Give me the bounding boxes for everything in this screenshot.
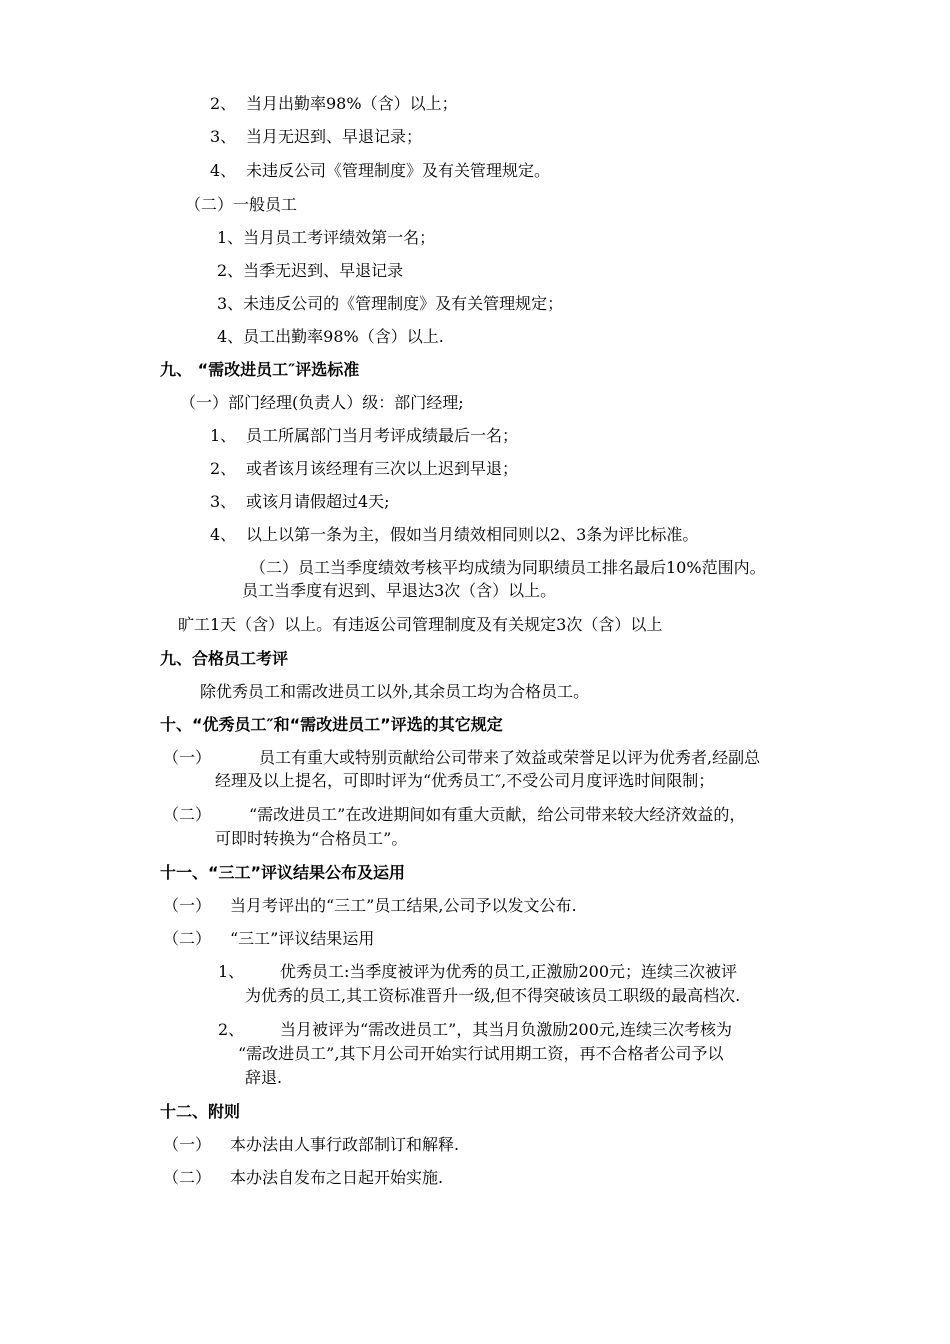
list-item <box>163 804 745 826</box>
list-item <box>210 425 518 447</box>
list-item <box>210 160 550 182</box>
item-text: “三工”评议结果运用 <box>230 929 375 948</box>
list-item <box>163 895 577 917</box>
item-text: 当月出勤率98%（含）以上； <box>246 94 458 113</box>
list-item <box>218 961 737 983</box>
list-item <box>163 1167 443 1189</box>
paragraph-line: 辞退. <box>245 1068 283 1087</box>
list-item: 2、当季无迟到、早退记录 <box>217 261 404 280</box>
list-item <box>163 747 760 769</box>
item-text: 未违反公司《管理制度》及有关管理规定。 <box>246 161 551 180</box>
section-heading: 十、“优秀员工″和“需改进员工”评选的其它规定 <box>160 715 503 734</box>
item-number: 1、 <box>210 426 237 445</box>
item-number: （一） <box>163 748 212 767</box>
item-text: 或该月请假超过4天; <box>246 492 390 511</box>
item-number: 2、 <box>210 94 237 113</box>
paragraph-line: “需改进员工”,其下月公司开始实行试用期工资，再不合格者公司予以 <box>238 1044 724 1063</box>
paragraph-line: 可即时转换为“合格员工”。 <box>215 829 408 848</box>
list-item <box>210 93 458 115</box>
item-text: 本办法自发布之日起开始实施. <box>230 1168 444 1187</box>
item-number: （二） <box>163 1168 212 1187</box>
item-number: 4、 <box>210 525 237 544</box>
item-number: （二） <box>163 929 212 948</box>
item-text: 员工所属部门当月考评成绩最后一名； <box>246 426 519 445</box>
section-heading: 九、 “需改进员工″评选标准 <box>160 360 360 379</box>
list-item <box>163 1134 459 1156</box>
item-text: 或者该月该经理有三次以上迟到早退； <box>246 459 519 478</box>
item-text: 当月无迟到、早退记录； <box>246 127 423 146</box>
item-number: 3、 <box>210 492 237 511</box>
item-text: 当月考评出的“三工”员工结果,公司予以发文公布. <box>230 896 577 915</box>
paragraph-line: 员工当季度有迟到、早退达3次（含）以上。 <box>242 581 557 600</box>
item-number: （二） <box>163 805 212 824</box>
section-heading: 十二、附则 <box>160 1102 241 1121</box>
paragraph-line: 经理及以上提名，可即时评为“优秀员工″,不受公司月度评选时间限制； <box>215 771 715 790</box>
paragraph-line: （二）员工当季度绩效考核平均成绩为同职绩员工排名最后10%范围内。 <box>250 558 766 577</box>
list-item: 3、未违反公司的《管理制度》及有关管理规定； <box>217 294 564 313</box>
subsection-heading: （二）一般员工 <box>185 195 298 214</box>
paragraph-line: 除优秀员工和需改进员工以外,其余员工均为合格员工。 <box>200 682 590 701</box>
item-number: 4、 <box>210 161 237 180</box>
item-text: 本办法由人事行政部制订和解释. <box>230 1135 460 1154</box>
list-item <box>210 458 518 480</box>
item-number: 1、 <box>218 962 245 981</box>
section-heading: 十一、“三工”评议结果公布及运用 <box>160 863 406 882</box>
list-item <box>163 928 374 950</box>
item-number: 2、 <box>210 459 237 478</box>
item-text: 员工有重大或特别贡献给公司带来了效益或荣誉足以评为优秀者,经副总 <box>259 748 761 767</box>
list-item <box>218 1019 732 1041</box>
section-heading: 九、合格员工考评 <box>160 649 289 668</box>
item-text: 当月被评为“需改进员工”，其当月负激励200元,连续三次考核为 <box>280 1020 732 1039</box>
paragraph-line: 为优秀的员工,其工资标准晋升一级,但不得突破该员工职级的最高档次. <box>245 986 741 1005</box>
list-item <box>210 524 698 546</box>
list-item: 1、当月员工考评绩效第一名； <box>217 228 436 247</box>
list-item: 4、员工出勤率98%（含）以上. <box>217 327 444 346</box>
item-number: 2、 <box>218 1020 245 1039</box>
list-item <box>210 491 390 513</box>
list-item <box>210 126 422 148</box>
item-number: （一） <box>163 896 212 915</box>
item-number: （一） <box>163 1135 212 1154</box>
paragraph-line: 旷工1天（含）以上。有违返公司管理制度及有关规定3次（含）以上 <box>178 615 663 634</box>
item-text: “需改进员工”在改进期间如有重大贡献，给公司带来较大经济效益的， <box>249 805 746 824</box>
item-text: 以上以第一条为主，假如当月绩效相同则以2、3条为评比标准。 <box>246 525 699 544</box>
item-number: 3、 <box>210 127 237 146</box>
subsection-heading: （一）部门经理(负责人）级：部门经理; <box>180 393 464 412</box>
item-text: 优秀员工:当季度被评为优秀的员工,正激励200元；连续三次被评 <box>280 962 738 981</box>
